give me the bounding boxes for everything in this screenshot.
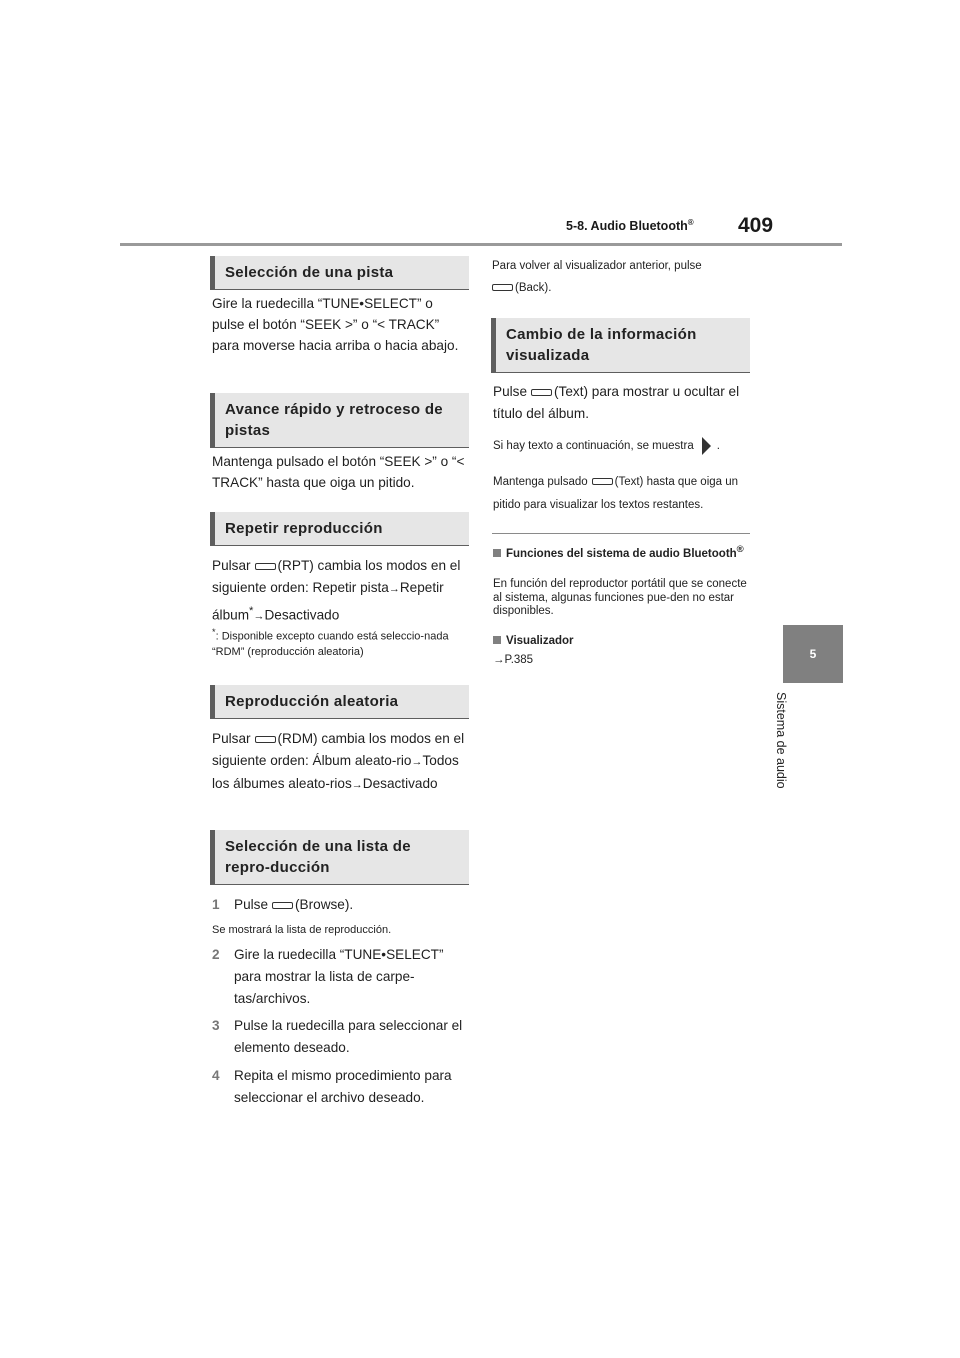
heading-seleccion-pista: Selección de una pista	[210, 256, 469, 290]
step-1: 1 Pulse (Browse).	[212, 897, 354, 912]
square-bullet-icon-2	[493, 636, 501, 644]
rdm-button-icon	[255, 736, 276, 743]
footnote-repetir: *: Disponible excepto cuando está seleccio-nada “RDM” (reproducción aleatoria)	[212, 627, 449, 658]
hold-text-note: Mantenga pulsado (Text) hasta que oiga un pitido para visualizar los textos restantes.	[493, 476, 739, 511]
heading-cambio-info: Cambio de la información visualizada	[491, 318, 750, 373]
back-button-icon	[492, 284, 513, 291]
heading-visualizador: Visualizador	[493, 634, 751, 649]
para-cambio-info: Pulse (Text) para mostrar u ocultar el título del álbum.	[493, 384, 740, 421]
chapter-tab: 5	[783, 625, 843, 683]
para-avance-rapido: Mantenga pulsado el botón “SEEK >” o “< TRACK” hasta que oiga un pitido.	[212, 454, 465, 490]
step-4: 4 Repita el mismo procedimiento para seleccionar el archivo deseado.	[212, 1068, 452, 1105]
para-funciones: En función del reproductor portátil que se conecte al sistema, algunas funciones pue-den no estar disponibles.	[493, 578, 747, 617]
page-number: 409	[738, 214, 774, 237]
rpt-button-icon	[255, 563, 276, 570]
step-3: 3 Pulse la ruedecilla para seleccionar el elemento deseado.	[212, 1018, 463, 1055]
header-divider	[120, 243, 842, 246]
section-divider	[492, 533, 750, 534]
heading-aleatoria: Reproducción aleatoria	[210, 685, 469, 719]
more-text-note: Si hay texto a continuación, se muestra .	[493, 437, 751, 455]
step-1-note: Se mostrará la lista de reproducción.	[212, 924, 392, 936]
text-button-icon	[531, 389, 552, 396]
heading-repetir: Repetir reproducción	[210, 512, 469, 546]
heading-lista-reproduccion: Selección de una lista de repro-ducción	[210, 830, 469, 885]
chapter-tab-label: Sistema de audio	[774, 692, 788, 789]
para-aleatoria: Pulsar (RDM) cambia los modos en el siguiente orden: Álbum aleato-rio→Todos los álbumes aleato-rios→Desactivado	[212, 731, 465, 791]
square-bullet-icon	[493, 549, 501, 557]
para-seleccion-pista: Gire la ruedecilla “TUNE•SELECT” o pulse el botón “SEEK >” o “< TRACK” para moverse hacia arriba o hacia abajo.	[212, 296, 459, 353]
more-text-arrow-icon	[702, 437, 711, 455]
ref-visualizador[interactable]: →P.385	[493, 654, 534, 666]
text-button-icon-2	[592, 478, 613, 485]
heading-funciones: Funciones del sistema de audio Bluetooth®	[493, 540, 751, 564]
back-instruction: Para volver al visualizador anterior, pulse (Back).	[492, 260, 702, 294]
browse-button-icon	[272, 902, 293, 909]
heading-avance-rapido: Avance rápido y retroceso de pistas	[210, 393, 469, 448]
para-repetir: Pulsar (RPT) cambia los modos en el siguiente orden: Repetir pista→Repetir álbum*→Desactivado	[212, 558, 461, 623]
section-header: 5-8. Audio Bluetooth®	[566, 218, 694, 234]
step-2: 2 Gire la ruedecilla “TUNE•SELECT” para mostrar la lista de carpe-tas/archivos.	[212, 947, 444, 1006]
